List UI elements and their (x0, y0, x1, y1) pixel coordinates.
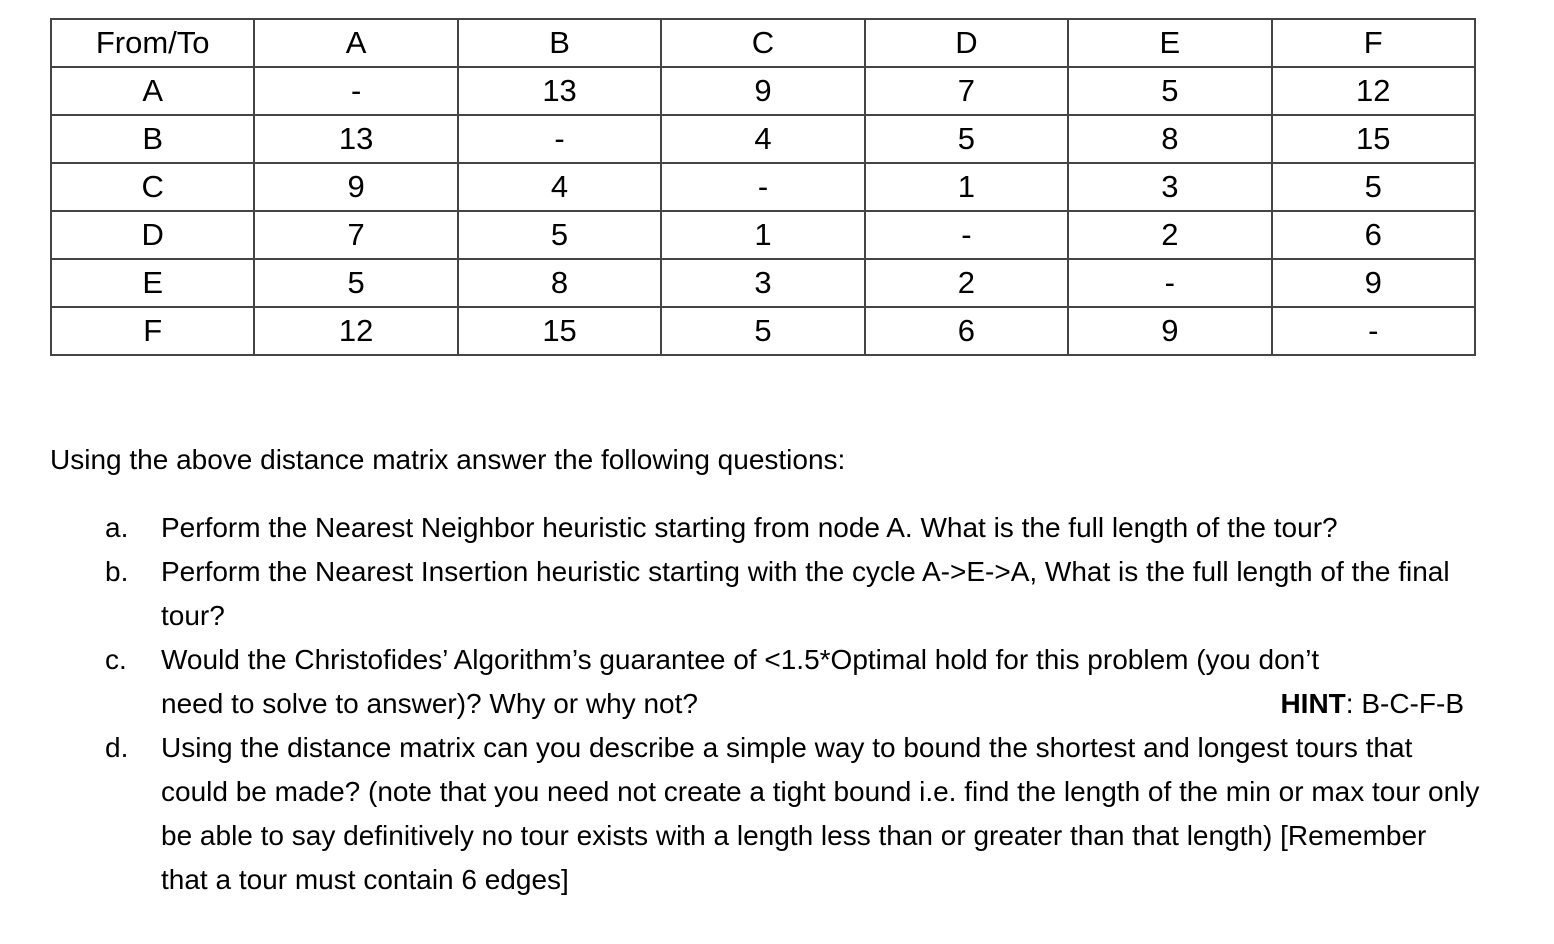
question-marker: c. (105, 644, 127, 675)
row-header: A (51, 67, 254, 115)
table-cell: 4 (661, 115, 864, 163)
table-cell: 3 (661, 259, 864, 307)
table-cell: 1 (661, 211, 864, 259)
distance-matrix (50, 18, 1476, 356)
question-text: Using the distance matrix can you describe a simple way to bound the shortest and longest tours that could be made? (note that you need not create a tight bound i.e. find the length of the min or max tour only be able to say definitively no tour exists with a length less than or greater than that length) [Remember that a tour must contain 6 edges] (161, 732, 1480, 895)
table-cell: 7 (254, 211, 457, 259)
question-list (50, 506, 1480, 902)
row-header: C (51, 163, 254, 211)
table-cell: 2 (865, 259, 1068, 307)
hint-label: HINT (1280, 688, 1346, 719)
instructions-text: Using the above distance matrix answer the following questions: (50, 444, 846, 475)
table-row (51, 259, 1475, 307)
row-header: D (51, 211, 254, 259)
table-cell: - (1272, 307, 1475, 355)
question-c (50, 638, 1480, 726)
table-cell: 15 (1272, 115, 1475, 163)
question-text-continued: need to solve to answer)? Why or why not? (161, 688, 698, 719)
col-header: E (1068, 19, 1271, 67)
table-row (51, 307, 1475, 355)
col-header: B (458, 19, 661, 67)
table-cell: 5 (458, 211, 661, 259)
question-text: Would the Christofides’ Algorithm’s guarantee of <1.5*Optimal hold for this problem (you don’t (161, 644, 1320, 675)
table-cell: - (1068, 259, 1271, 307)
table-cell: 5 (661, 307, 864, 355)
table-cell: 6 (1272, 211, 1475, 259)
table-cell: 9 (661, 67, 864, 115)
matrix-header-row (51, 19, 1475, 67)
col-header: A (254, 19, 457, 67)
table-cell: 13 (254, 115, 457, 163)
table-cell: 2 (1068, 211, 1271, 259)
row-header: B (51, 115, 254, 163)
col-header: D (865, 19, 1068, 67)
table-cell: 6 (865, 307, 1068, 355)
question-text: Perform the Nearest Insertion heuristic starting with the cycle A->E->A, What is the full length of the final tour? (161, 556, 1450, 631)
table-cell: 15 (458, 307, 661, 355)
table-cell: 5 (1272, 163, 1475, 211)
col-header: F (1272, 19, 1475, 67)
table-row (51, 115, 1475, 163)
table-cell: 12 (254, 307, 457, 355)
table-cell: 5 (1068, 67, 1271, 115)
corner-header: From/To (51, 19, 254, 67)
table-cell: 7 (865, 67, 1068, 115)
table-cell: - (661, 163, 864, 211)
table-row (51, 163, 1475, 211)
question-text: Perform the Nearest Neighbor heuristic starting from node A. What is the full length of the tour? (161, 512, 1338, 543)
table-cell: 1 (865, 163, 1068, 211)
question-d (50, 726, 1480, 902)
question-a (50, 506, 1480, 550)
question-marker: d. (105, 732, 129, 763)
table-cell: 5 (865, 115, 1068, 163)
row-header: F (51, 307, 254, 355)
row-header: E (51, 259, 254, 307)
table-cell: 12 (1272, 67, 1475, 115)
table-cell: 3 (1068, 163, 1271, 211)
table-cell: 9 (254, 163, 457, 211)
table-cell: 5 (254, 259, 457, 307)
table-cell: - (458, 115, 661, 163)
col-header: C (661, 19, 864, 67)
table-cell: - (865, 211, 1068, 259)
table-cell: 4 (458, 163, 661, 211)
question-marker: b. (105, 556, 129, 587)
question-c-second-line (161, 682, 1480, 726)
table-cell: 8 (1068, 115, 1271, 163)
table-row (51, 67, 1475, 115)
table-row (51, 211, 1475, 259)
table-cell: 9 (1068, 307, 1271, 355)
question-b (50, 550, 1480, 638)
table-cell: - (254, 67, 457, 115)
table-cell: 8 (458, 259, 661, 307)
table-cell: 9 (1272, 259, 1475, 307)
question-marker: a. (105, 512, 129, 543)
hint-text: : B-C-F-B (1345, 688, 1464, 719)
table-cell: 13 (458, 67, 661, 115)
hint (1280, 682, 1480, 726)
